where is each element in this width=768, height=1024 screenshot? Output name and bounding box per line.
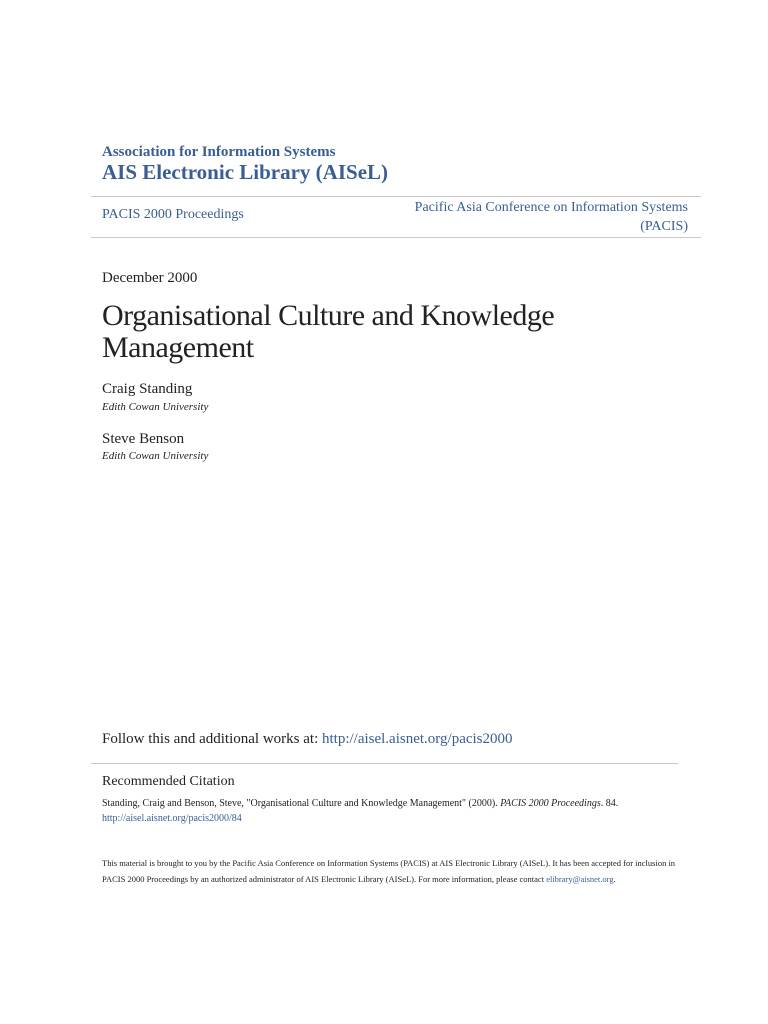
organization-name[interactable]: Association for Information Systems (102, 144, 336, 160)
conference-link[interactable] (368, 198, 688, 236)
publication-date: December 2000 (102, 270, 198, 286)
proceedings-link[interactable]: PACIS 2000 Proceedings (102, 207, 244, 222)
contact-email-link[interactable]: elibrary@aisnet.org (546, 874, 614, 884)
paper-title (102, 300, 582, 364)
paper-title-line1: Organisational Culture and Knowledge (102, 299, 555, 332)
conference-link-line1: Pacific Asia Conference on Information Systems (414, 200, 688, 215)
nav-divider (91, 237, 701, 238)
notice-end: . (613, 874, 616, 884)
top-divider (91, 196, 701, 197)
author-affiliation: Edith Cowan University (102, 401, 209, 413)
notice-text: This material is brought to you by the Pacific Asia Conference on Information Systems (PACIS) at AIS Electronic Library (AISeL). It has been accepted for inclusion in PACIS 2000 Proceedings by an authorized administrator of AIS Electronic Library (AISeL). For more information, please contact (102, 858, 676, 884)
follow-link[interactable]: http://aisel.aisnet.org/pacis2000 (321, 731, 513, 747)
library-name[interactable]: AIS Electronic Library (AISeL) (102, 160, 389, 184)
follow-text: Follow this and additional works at: (102, 731, 322, 747)
author-name: Steve Benson (102, 431, 185, 447)
citation-series: PACIS 2000 Proceedings (500, 798, 601, 809)
conference-link-line2: (PACIS) (640, 219, 688, 234)
citation-body: Standing, Craig and Benson, Steve, "Organisational Culture and Knowledge Management" (2000). (102, 798, 501, 809)
citation-heading: Recommended Citation (102, 774, 235, 789)
access-notice (102, 855, 682, 887)
follow-line (102, 731, 513, 748)
citation-link[interactable]: http://aisel.aisnet.org/pacis2000/84 (102, 813, 242, 824)
author-affiliation: Edith Cowan University (102, 450, 209, 462)
author-name: Craig Standing (102, 381, 193, 397)
citation-number: . 84. (600, 798, 619, 809)
citation-text (102, 796, 702, 826)
paper-title-line2: Management (102, 331, 254, 364)
citation-divider (91, 763, 678, 764)
